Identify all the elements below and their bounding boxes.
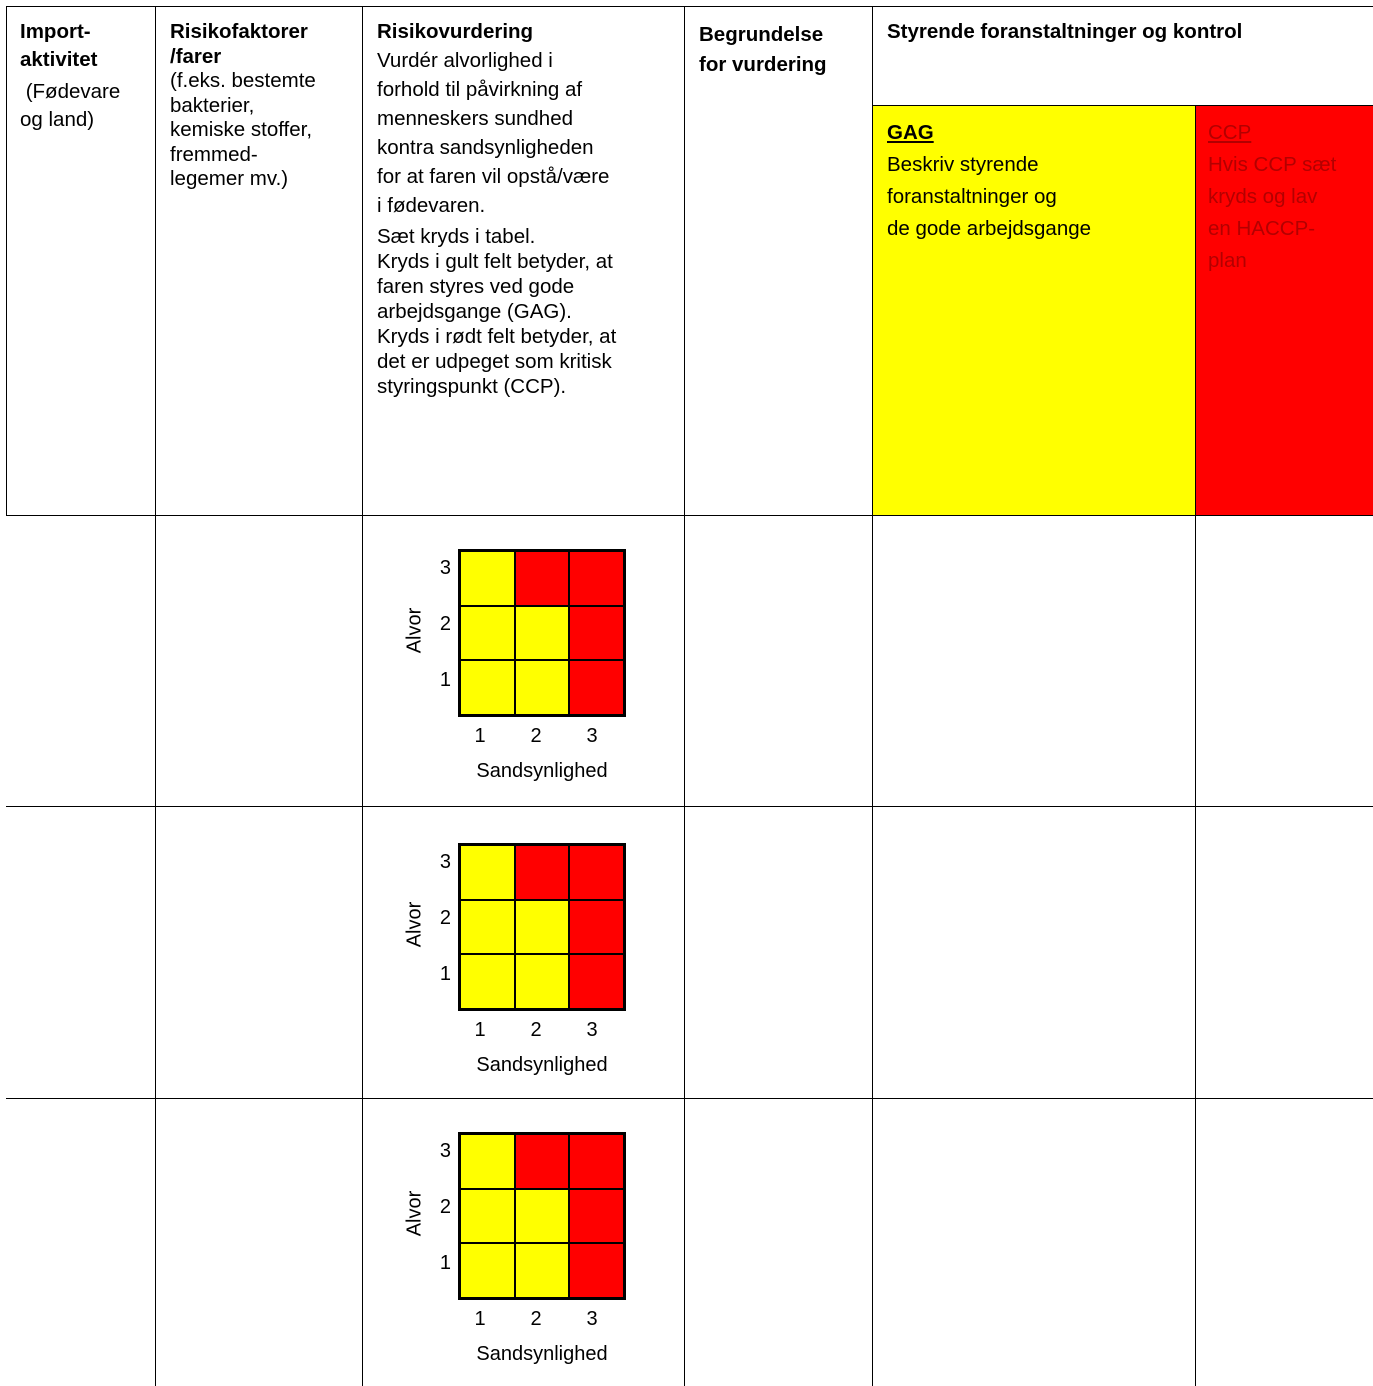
ccp-text-line: en HACCP- [1208,217,1316,240]
matrix-x-tick: 2 [530,1019,542,1041]
header-title: for vurdering [699,53,827,76]
matrix-cell-gag-alvor-2-sandsynlighed-1[interactable] [460,606,515,661]
ccp-header [1208,117,1368,277]
matrix-y-tick: 2 [439,907,451,929]
header-risk-assessment [377,18,682,399]
matrix-cell-ccp-alvor-3-sandsynlighed-3[interactable] [569,845,624,900]
matrix-x-tick: 3 [586,1308,598,1330]
matrix-cell-ccp-alvor-1-sandsynlighed-3[interactable] [569,1243,624,1298]
header-text-line: styringspunkt (CCP). [377,375,567,398]
header-subtitle: (Fødevare [20,80,121,103]
header-subtitle: kemiske stoffer, [170,118,313,141]
header-text-line: Kryds i rødt felt betyder, at [377,325,617,348]
matrix-cell-gag-alvor-1-sandsynlighed-2[interactable] [515,954,570,1009]
matrix-y-tick: 3 [439,1140,451,1162]
gag-text-line: de gode arbejdsgange [887,217,1092,240]
header-subtitle: bakterier, [170,93,255,117]
matrix-cell-ccp-alvor-2-sandsynlighed-3[interactable] [569,606,624,661]
table-border [6,6,1373,7]
matrix-cell-ccp-alvor-2-sandsynlighed-3[interactable] [569,900,624,955]
header-text-line: for at faren vil opstå/være [377,165,610,188]
header-text-line: menneskers sundhed [377,107,574,130]
row-3-ccp-cell[interactable] [1196,1099,1373,1386]
row-2-reason-cell[interactable] [685,807,872,1098]
matrix-cell-gag-alvor-1-sandsynlighed-1[interactable] [460,1243,515,1298]
matrix-x-axis-label: Sandsynlighed [476,1343,608,1365]
row-2-import-cell[interactable] [7,807,155,1098]
row-1-import-cell[interactable] [7,516,155,806]
header-title: Styrende foranstaltninger og kontrol [887,20,1243,43]
matrix-grid [458,549,626,717]
header-subtitle: og land) [20,108,95,131]
matrix-cell-ccp-alvor-1-sandsynlighed-3[interactable] [569,954,624,1009]
matrix-cell-ccp-alvor-2-sandsynlighed-3[interactable] [569,1189,624,1244]
row-2-gag-cell[interactable] [873,807,1195,1098]
header-subtitle: legemer mv.) [170,167,289,190]
header-text-line: Vurdér alvorlighed i [377,49,553,72]
matrix-y-tick: 3 [439,557,451,579]
gag-text-line: foranstaltninger og [887,185,1057,208]
matrix-y-tick: 1 [439,963,451,985]
ccp-label: CCP [1208,121,1252,144]
matrix-x-tick: 3 [586,725,598,747]
header-text-line: det er udpeget som kritisk [377,350,612,373]
matrix-cell-gag-alvor-2-sandsynlighed-2[interactable] [515,900,570,955]
ccp-text-line: Hvis CCP sæt [1208,153,1337,176]
matrix-y-tick: 1 [439,1252,451,1274]
row-3-gag-cell[interactable] [873,1099,1195,1386]
matrix-cell-ccp-alvor-3-sandsynlighed-2[interactable] [515,1134,570,1189]
matrix-cell-gag-alvor-1-sandsynlighed-1[interactable] [460,660,515,715]
row-2-risk-cell[interactable] [156,807,362,1098]
header-text-line: faren styres ved gode [377,275,575,298]
row-2-ccp-cell[interactable] [1196,807,1373,1098]
header-title: Begrundelse [699,23,824,46]
matrix-cell-gag-alvor-3-sandsynlighed-1[interactable] [460,845,515,900]
header-text-line: i fødevaren. [377,194,486,217]
matrix-x-axis-label: Sandsynlighed [476,1054,608,1076]
risk-matrix-1 [386,549,616,789]
matrix-cell-gag-alvor-3-sandsynlighed-1[interactable] [460,551,515,606]
gag-header [887,117,1187,245]
header-subtitle: (f.eks. bestemte [170,69,316,92]
header-text-line: Kryds i gult felt betyder, at [377,250,613,273]
row-3-import-cell[interactable] [7,1099,155,1386]
table-border [6,6,7,515]
header-title: aktivitet [20,48,98,71]
row-1-risk-cell[interactable] [156,516,362,806]
header-text-line: kontra sandsynligheden [377,136,594,159]
matrix-x-tick: 1 [474,1308,486,1330]
matrix-cell-gag-alvor-2-sandsynlighed-2[interactable] [515,606,570,661]
matrix-cell-gag-alvor-1-sandsynlighed-2[interactable] [515,1243,570,1298]
row-1-gag-cell[interactable] [873,516,1195,806]
matrix-cell-ccp-alvor-3-sandsynlighed-2[interactable] [515,551,570,606]
header-text-line: Sæt kryds i tabel. [377,225,536,248]
ccp-text-line: kryds og lav [1208,185,1318,208]
matrix-y-axis-label: Alvor [403,901,426,948]
matrix-y-tick: 2 [439,1196,451,1218]
header-text-line: forhold til påvirkning af [377,78,583,101]
row-1-ccp-cell[interactable] [1196,516,1373,806]
header-risk-factors [170,20,360,192]
matrix-cell-gag-alvor-1-sandsynlighed-2[interactable] [515,660,570,715]
header-title: Risikofaktorer [170,20,308,43]
gag-text-line: Beskriv styrende [887,153,1039,176]
row-1-reason-cell[interactable] [685,516,872,806]
matrix-cell-gag-alvor-2-sandsynlighed-1[interactable] [460,1189,515,1244]
header-justification [699,20,869,80]
matrix-cell-ccp-alvor-3-sandsynlighed-3[interactable] [569,551,624,606]
matrix-cell-gag-alvor-2-sandsynlighed-2[interactable] [515,1189,570,1244]
matrix-x-tick: 1 [474,725,486,747]
risk-matrix-2 [386,843,616,1083]
matrix-grid [458,1132,626,1300]
table-border [872,105,1373,106]
matrix-x-tick: 2 [530,725,542,747]
matrix-grid [458,843,626,1011]
matrix-cell-gag-alvor-1-sandsynlighed-1[interactable] [460,954,515,1009]
header-title: /farer [170,44,222,68]
header-text-line: arbejdsgange (GAG). [377,300,572,323]
matrix-cell-gag-alvor-3-sandsynlighed-1[interactable] [460,1134,515,1189]
matrix-x-axis-label: Sandsynlighed [476,760,608,782]
matrix-cell-ccp-alvor-3-sandsynlighed-3[interactable] [569,1134,624,1189]
matrix-x-tick: 1 [474,1019,486,1041]
matrix-cell-ccp-alvor-3-sandsynlighed-2[interactable] [515,845,570,900]
matrix-cell-ccp-alvor-1-sandsynlighed-3[interactable] [569,660,624,715]
matrix-y-axis-label: Alvor [403,1190,426,1237]
matrix-y-tick: 1 [439,669,451,691]
risk-matrix-3 [386,1132,616,1372]
header-import-activity [20,18,150,134]
matrix-y-tick: 3 [439,851,451,873]
matrix-y-tick: 2 [439,613,451,635]
table-border [362,6,363,1386]
header-title: Risikovurdering [377,20,534,43]
row-3-risk-cell[interactable] [156,1099,362,1386]
row-3-reason-cell[interactable] [685,1099,872,1386]
gag-label: GAG [887,121,934,144]
header-title: Import- [20,20,91,43]
header-subtitle: fremmed- [170,142,258,166]
matrix-y-axis-label: Alvor [403,607,426,654]
matrix-x-tick: 3 [586,1019,598,1041]
matrix-x-tick: 2 [530,1308,542,1330]
ccp-text-line: plan [1208,249,1247,272]
header-controls [887,18,1367,46]
matrix-cell-gag-alvor-2-sandsynlighed-1[interactable] [460,900,515,955]
